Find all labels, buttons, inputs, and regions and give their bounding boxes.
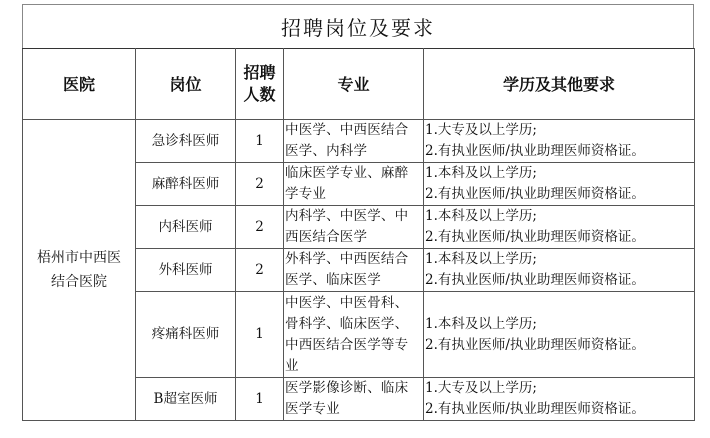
major-cell: 中医学、中医骨科、骨科学、临床医学、中西医结合医学等专业 — [284, 292, 424, 378]
requirement-line: 2.有执业医师/执业助理医师资格证。 — [425, 229, 645, 245]
major-cell: 内科学、中医学、中西医结合医学 — [284, 206, 424, 249]
position-cell: 外科医师 — [136, 249, 236, 292]
requirement-line: 2.有执业医师/执业助理医师资格证。 — [425, 272, 645, 288]
header-requirements: 学历及其他要求 — [424, 49, 695, 120]
count-cell: 2 — [236, 206, 284, 249]
requirement-line: 1.大专及以上学历; — [425, 380, 537, 396]
requirements-cell — [424, 163, 695, 206]
requirements-cell — [424, 249, 695, 292]
header-position: 岗位 — [136, 49, 236, 120]
requirement-line: 1.本科及以上学历; — [425, 315, 537, 332]
header-major: 专业 — [284, 49, 424, 120]
requirement-line: 1.大专及以上学历; — [425, 122, 537, 138]
count-cell: 1 — [236, 292, 284, 378]
header-row — [23, 49, 695, 120]
requirement-line: 2.有执业医师/执业助理医师资格证。 — [425, 143, 645, 159]
requirement-line: 2.有执业医师/执业助理医师资格证。 — [425, 336, 645, 353]
requirements-cell — [424, 120, 695, 163]
requirement-line: 1.本科及以上学历; — [425, 165, 537, 181]
major-cell: 中医学、中西医结合医学、内科学 — [284, 120, 424, 163]
requirement-line: 2.有执业医师/执业助理医师资格证。 — [425, 186, 645, 202]
table-row — [23, 120, 695, 163]
header-count — [236, 49, 284, 120]
page-title: 招聘岗位及要求 — [22, 4, 694, 48]
requirement-line: 2.有执业医师/执业助理医师资格证。 — [425, 401, 645, 417]
count-cell: 1 — [236, 378, 284, 421]
position-cell: B超室医师 — [136, 378, 236, 421]
count-cell: 2 — [236, 163, 284, 206]
requirements-cell — [424, 378, 695, 421]
position-cell: 麻醉科医师 — [136, 163, 236, 206]
position-cell: 疼痛科医师 — [136, 292, 236, 378]
requirement-line: 1.本科及以上学历; — [425, 208, 537, 224]
position-cell: 急诊科医师 — [136, 120, 236, 163]
header-count-line2: 人数 — [243, 85, 276, 104]
header-hospital: 医院 — [23, 49, 136, 120]
major-cell: 医学影像诊断、临床医学专业 — [284, 378, 424, 421]
major-cell: 临床医学专业、麻醉学专业 — [284, 163, 424, 206]
recruitment-table — [22, 48, 695, 421]
count-cell: 2 — [236, 249, 284, 292]
position-cell: 内科医师 — [136, 206, 236, 249]
count-cell: 1 — [236, 120, 284, 163]
requirement-line: 1.本科及以上学历; — [425, 251, 537, 267]
requirements-cell — [424, 206, 695, 249]
header-count-line1: 招聘 — [243, 63, 276, 82]
requirements-cell — [424, 292, 695, 378]
hospital-name-cell: 梧州市中西医结合医院 — [23, 120, 136, 421]
major-cell: 外科学、中西医结合医学、临床医学 — [284, 249, 424, 292]
